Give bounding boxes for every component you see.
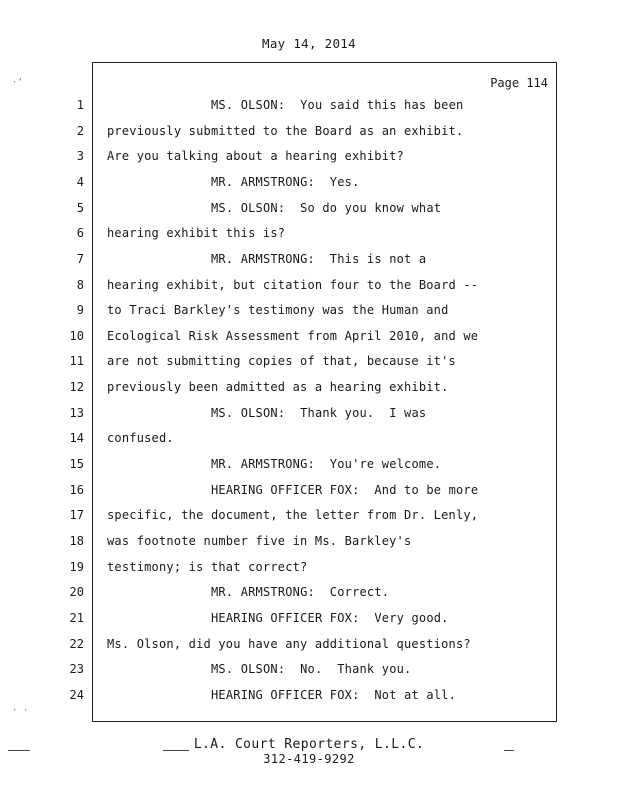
line-number: 20 xyxy=(69,585,84,599)
line-number: 16 xyxy=(69,483,84,497)
transcript-line: MS. OLSON: So do you know what xyxy=(211,201,442,215)
transcript-line: hearing exhibit this is? xyxy=(107,226,286,240)
transcript-line: MS. OLSON: Thank you. I was xyxy=(211,406,427,420)
line-number: 12 xyxy=(69,380,84,394)
transcript-line: to Traci Barkley's testimony was the Human and xyxy=(107,303,449,317)
line-number: 3 xyxy=(76,149,84,163)
transcript-line: MR. ARMSTRONG: Yes. xyxy=(211,175,360,189)
transcript-line: MR. ARMSTRONG: Correct. xyxy=(211,585,390,599)
line-number: 1 xyxy=(76,98,84,112)
footer-phone: 312-419-9292 xyxy=(263,752,355,766)
transcript-line: confused. xyxy=(107,431,174,445)
transcript-line: Ecological Risk Assessment from April 2010, and we xyxy=(107,329,479,343)
line-number: 15 xyxy=(69,457,84,471)
transcript-line: specific, the document, the letter from Dr. Lenly, xyxy=(107,508,479,522)
transcript-line: HEARING OFFICER FOX: And to be more xyxy=(211,483,479,497)
transcript-date: May 14, 2014 xyxy=(262,36,356,51)
transcript-line: was footnote number five in Ms. Barkley's xyxy=(107,534,412,548)
transcript-line: MS. OLSON: No. Thank you. xyxy=(211,662,412,676)
line-number: 23 xyxy=(69,662,84,676)
line-number: 10 xyxy=(69,329,84,343)
line-number: 18 xyxy=(69,534,84,548)
transcript-line: Are you talking about a hearing exhibit? xyxy=(107,149,404,163)
transcript-line: Ms. Olson, did you have any additional questions? xyxy=(107,637,471,651)
line-number: 19 xyxy=(69,560,84,574)
line-number: 8 xyxy=(76,278,84,292)
line-number: 14 xyxy=(69,431,84,445)
transcript-line: hearing exhibit, but citation four to the Board -- xyxy=(107,278,479,292)
line-number: 4 xyxy=(76,175,84,189)
line-number: 21 xyxy=(69,611,84,625)
footer-company: L.A. Court Reporters, L.L.C. xyxy=(193,737,425,752)
transcript-line: MS. OLSON: You said this has been xyxy=(211,98,464,112)
page-number-label: Page 114 xyxy=(490,76,548,90)
line-number: 2 xyxy=(76,124,84,138)
transcript-line: MR. ARMSTRONG: This is not a xyxy=(211,252,427,266)
transcript-line: MR. ARMSTRONG: You're welcome. xyxy=(211,457,442,471)
transcript-line: are not submitting copies of that, because it's xyxy=(107,354,456,368)
scan-speck-mark: · · xyxy=(12,706,29,716)
transcript-line: testimony; is that correct? xyxy=(107,560,308,574)
scan-speck-mark: ·’ xyxy=(12,78,23,88)
line-number: 9 xyxy=(76,303,84,317)
transcript-line: HEARING OFFICER FOX: Very good. xyxy=(211,611,449,625)
transcript-line: previously submitted to the Board as an exhibit. xyxy=(107,124,464,138)
line-number: 5 xyxy=(76,201,84,215)
transcript-line: previously been admitted as a hearing exhibit. xyxy=(107,380,449,394)
line-number: 13 xyxy=(69,406,84,420)
line-number: 17 xyxy=(69,508,84,522)
line-number: 7 xyxy=(76,252,84,266)
line-number: 6 xyxy=(76,226,84,240)
line-number: 11 xyxy=(69,354,84,368)
line-number: 24 xyxy=(69,688,84,702)
transcript-line: HEARING OFFICER FOX: Not at all. xyxy=(211,688,457,702)
line-number: 22 xyxy=(69,637,84,651)
